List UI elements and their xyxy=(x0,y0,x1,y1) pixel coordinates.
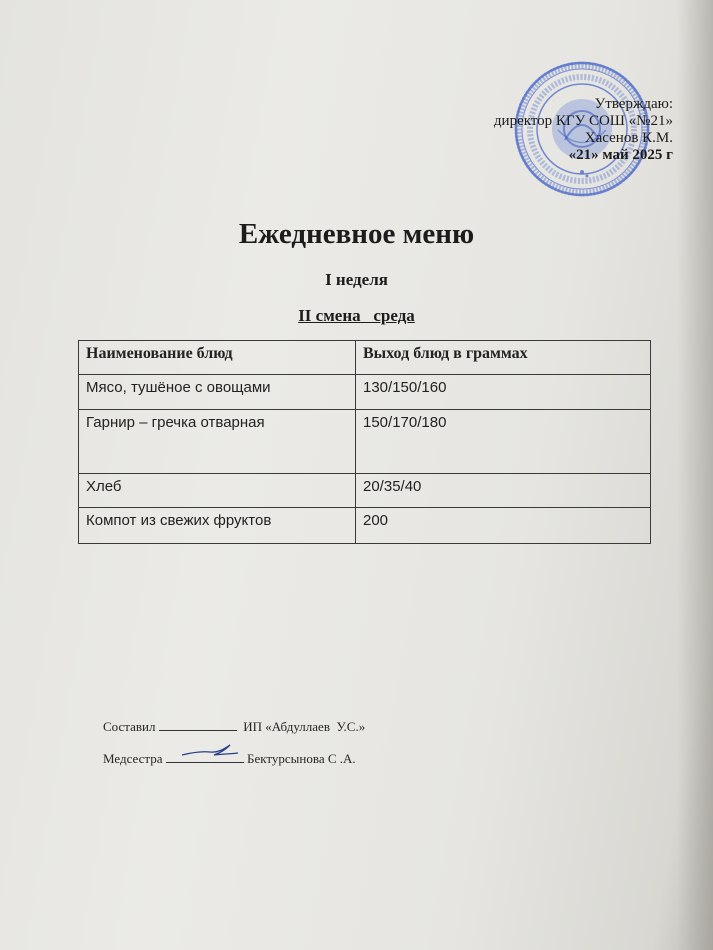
dish-weight: 130/150/160 xyxy=(356,375,651,410)
dish-weight: 150/170/180 xyxy=(356,410,651,474)
dish-name: Мясо, тушёное с овощами xyxy=(79,375,356,410)
nurse-line xyxy=(90,735,356,783)
approval-position: директор КГУ СОШ «№21» xyxy=(493,113,673,129)
page-title: Ежедневное меню xyxy=(238,218,475,250)
nurse-signature xyxy=(166,752,244,763)
week-label: I неделя xyxy=(325,270,388,289)
dish-weight: 200 xyxy=(356,508,651,544)
approval-date: «21» май 2025 г xyxy=(568,147,673,163)
composed-name: ИП «Абдуллаев У.С.» xyxy=(243,719,366,734)
shift-day-label: II смена среда xyxy=(298,306,415,325)
table-row xyxy=(79,375,651,410)
table-row xyxy=(79,474,651,508)
table-header-row xyxy=(79,341,651,375)
column-header-weight: Выход блюд в граммах xyxy=(356,341,651,375)
approval-heading: Утверждаю: xyxy=(594,96,673,112)
approval-name: Хасенов К.М. xyxy=(584,130,673,146)
menu-table xyxy=(78,340,651,544)
composed-label: Составил xyxy=(103,719,156,734)
nurse-name: Бектурсынова С .А. xyxy=(247,751,356,766)
column-header-dish: Наименование блюд xyxy=(79,341,356,375)
page-shadow xyxy=(677,0,713,950)
approval-block xyxy=(413,96,673,164)
table-row xyxy=(79,410,651,474)
dish-name: Гарнир – гречка отварная xyxy=(79,410,356,474)
signature-blank xyxy=(159,720,237,731)
dish-name: Компот из свежих фруктов xyxy=(79,508,356,544)
nurse-label: Медсестра xyxy=(103,751,163,766)
table-row xyxy=(79,508,651,544)
dish-name: Хлеб xyxy=(79,474,356,508)
dish-weight: 20/35/40 xyxy=(356,474,651,508)
signature-scribble xyxy=(180,743,240,759)
